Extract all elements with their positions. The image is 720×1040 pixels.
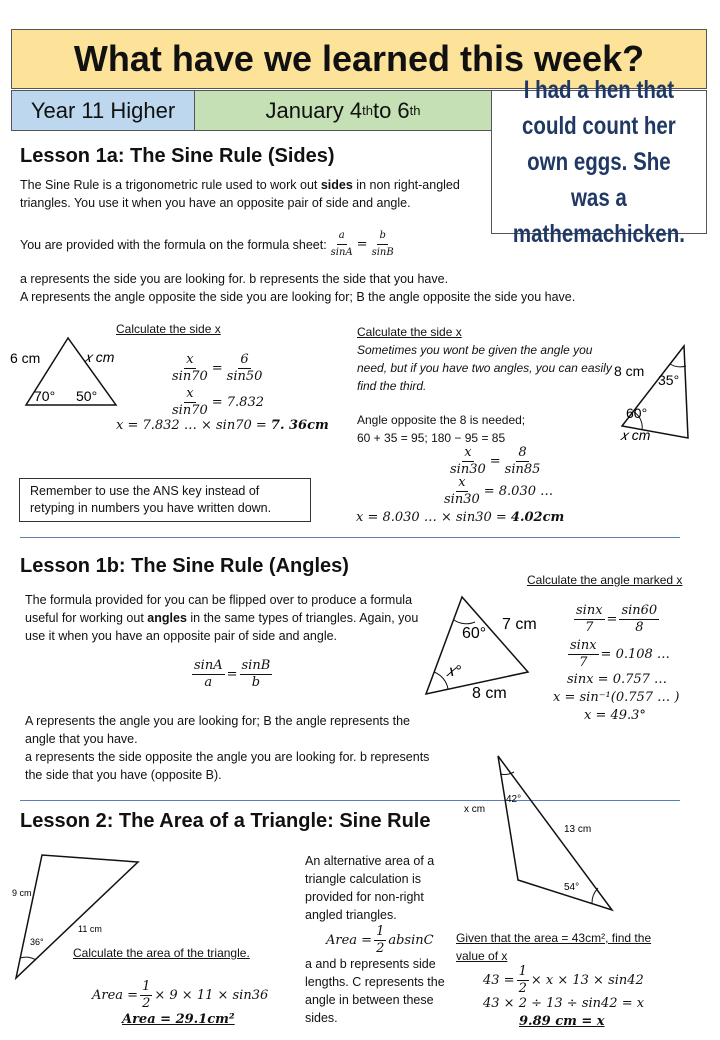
- lesson1a-intro-post: in non right-angled triangles. You use it when you have an opposite pair of side and angle.: [20, 178, 460, 210]
- angle-arc: [20, 957, 36, 960]
- lesson1b-angle1: 60°: [462, 625, 487, 642]
- lesson2-ex2-eq1: [483, 964, 644, 997]
- lesson2-middle-text2: a and b represents side lengths. C represents the angle in between these sides.: [305, 957, 445, 1025]
- lesson1b-intro-post: in the same types of triangles. Again, you use it when you have an opposite pair of side and angle.: [25, 611, 419, 643]
- lesson1b-eq1: [572, 603, 661, 636]
- frac: [442, 475, 482, 508]
- frac-den: sin70: [172, 369, 208, 384]
- frac-den: a: [204, 675, 213, 690]
- ex1-x-label: 𝑥 cm: [84, 349, 115, 365]
- lesson2-ex1-side1: 9 cm: [12, 888, 32, 898]
- frac: [170, 352, 210, 385]
- frac: [192, 658, 225, 691]
- triangle-shape: [622, 346, 688, 438]
- lesson1b-intro-pre: The formula provided for you can be flipped over to produce a formula useful for working out: [25, 593, 413, 625]
- lesson1a-explain2: A represents the angle opposite the side you are looking for; B the angle opposite the side you have.: [20, 290, 576, 304]
- lesson2-ex2-answer: 9.89 cm = x: [519, 1014, 605, 1029]
- date-prefix: January 4: [265, 97, 363, 123]
- eq-post: absinC: [388, 933, 434, 948]
- equals-sign: =: [606, 612, 618, 627]
- eq-pre: 43 =: [483, 973, 515, 988]
- triangle-shape: [426, 597, 528, 694]
- lesson2-ex1-title: Calculate the area of the triangle.: [73, 946, 250, 960]
- ex2-answer: 4.02cm: [510, 510, 565, 525]
- ex2-x-label: 𝑥 cm: [620, 427, 651, 443]
- lesson2-ex1-triangle: [6, 850, 146, 985]
- frac-num: sinx: [576, 603, 603, 618]
- lesson2-ex1-eq1: [92, 979, 268, 1012]
- frac: [140, 979, 152, 1012]
- frac-num: sinx: [570, 638, 597, 653]
- ex2-title: Calculate the side x: [357, 325, 462, 339]
- frac-den: sinB: [371, 247, 394, 258]
- formula-frac-a: [329, 228, 355, 261]
- ex2-note: Sometimes you wont be given the angle you need, but if you have two angles, you can easily find the third.: [357, 343, 612, 393]
- frac-num: sin60: [621, 603, 658, 618]
- section-divider: [20, 537, 680, 538]
- frac: [448, 445, 488, 478]
- date-sup2: th: [409, 103, 421, 118]
- lesson2-ex2-title: Given that the area = 43cm², find the value of x: [456, 931, 652, 963]
- frac: [503, 445, 543, 478]
- ex1-eq1: [168, 352, 266, 385]
- frac-den: 2: [376, 941, 385, 956]
- lesson1b-eq4: x = sin⁻¹(0.757 … ): [553, 690, 680, 705]
- joke-box: [491, 76, 707, 248]
- frac-num: x: [186, 352, 194, 367]
- lesson2-ex2-triangle: [460, 752, 630, 917]
- eq-text: x = 8.030 … × sin30 =: [356, 510, 511, 525]
- ex2-side-label: 8 cm: [614, 363, 645, 379]
- angle-arc: [670, 364, 686, 367]
- ex2-angle2: 60°: [626, 405, 648, 421]
- lesson1b-triangle: [420, 592, 550, 707]
- frac-num: a: [337, 228, 347, 245]
- lesson2-ex2-side2: 13 cm: [564, 824, 592, 835]
- ex2-angle1: 35°: [658, 372, 680, 388]
- formula-frac-b: [370, 228, 396, 261]
- eq-post: × x × 13 × sin42: [530, 973, 644, 988]
- lesson2-ex1-angle: 36°: [30, 937, 44, 947]
- eq-post: × 9 × 11 × sin36: [154, 988, 269, 1003]
- ex2-eq1: [446, 445, 544, 478]
- ex2-triangle: [608, 340, 708, 445]
- lesson1a-heading: Lesson 1a: The Sine Rule (Sides): [20, 145, 335, 167]
- lesson1b-side2: 8 cm: [472, 685, 507, 702]
- ans-key-note: Remember to use the ANS key instead of retyping in numbers you have written down.: [19, 478, 311, 522]
- frac-num: sinB: [241, 658, 271, 673]
- lesson1a-intro: [20, 176, 500, 212]
- frac-den: sinA: [330, 247, 353, 258]
- eq-pre: Area =: [92, 988, 139, 1003]
- lesson2-ex2-angle1: 42°: [506, 794, 522, 805]
- frac-den: sin70: [172, 403, 208, 418]
- eq-text: x = 7.832 … × sin70 =: [116, 418, 271, 433]
- lesson2-ex1-side2: 11 cm: [78, 924, 102, 934]
- lesson1b-eq5: x = 49.3°: [584, 708, 646, 723]
- frac-num: b: [377, 228, 387, 245]
- frac-num: 8: [518, 445, 527, 460]
- frac: [517, 964, 529, 997]
- lesson1b-ex-title: Calculate the angle marked x: [527, 573, 683, 587]
- lesson1a-formula-text: You are provided with the formula on the formula sheet:: [20, 237, 327, 252]
- ex1-eq3: [116, 418, 329, 433]
- ex1-title: Calculate the side x: [116, 322, 221, 336]
- frac-den: 7: [579, 655, 588, 670]
- frac-num: x: [464, 445, 472, 460]
- frac: [170, 386, 210, 419]
- ex2-step2: 60 + 35 = 95; 180 − 95 = 85: [357, 431, 506, 445]
- lesson1b-explain2: a represents the side opposite the angle you are looking for. b represents the side that you have (opposite B).: [25, 750, 430, 782]
- lesson1a-formula-line: [20, 228, 398, 261]
- lesson1b-heading: Lesson 1b: The Sine Rule (Angles): [20, 555, 349, 577]
- frac-num: x: [186, 386, 194, 401]
- frac: [240, 658, 273, 691]
- frac-num: 1: [376, 924, 385, 939]
- frac: [568, 638, 599, 671]
- equals-sign: =: [356, 236, 368, 252]
- frac: [574, 603, 605, 636]
- eq-rhs: = 7.832: [211, 395, 264, 410]
- year-label: Year 11 Higher: [11, 90, 195, 131]
- joke-text: I had a hen that could count her own eggs. She was a mathemachicken.: [512, 76, 686, 248]
- frac-den: 7: [585, 620, 594, 635]
- lesson1b-formula: [190, 658, 274, 691]
- frac-den: b: [251, 675, 261, 690]
- frac-den: sin30: [444, 492, 480, 507]
- frac-num: 6: [240, 352, 249, 367]
- lesson2-middle-text1: An alternative area of a triangle calculation is provided for non-right angled triangles.: [305, 854, 435, 922]
- ex1-answer: 7. 36cm: [270, 418, 329, 433]
- lesson1b-explain1: A represents the angle you are looking for; B the angle represents the angle that you have.: [25, 714, 410, 746]
- date-sup1: th: [362, 103, 373, 118]
- frac-den: sin85: [504, 462, 541, 477]
- lesson2-middle-formula: [326, 924, 434, 957]
- frac-den: sin30: [450, 462, 486, 477]
- frac-num: 1: [142, 979, 151, 994]
- lesson1b-eq2: [566, 638, 670, 671]
- frac-num: 1: [518, 964, 527, 979]
- lesson1a-explain1: a represents the side you are looking for. b represents the side that you have.: [20, 272, 449, 286]
- lesson1b-eq3: sinx = 0.757 …: [567, 672, 668, 687]
- angle-arc: [454, 620, 475, 624]
- frac: [374, 924, 386, 957]
- ex1-triangle: [8, 332, 128, 412]
- equals-sign: =: [489, 454, 501, 469]
- triangle-shape: [498, 756, 612, 910]
- ex1-side-label: 6 cm: [10, 350, 41, 366]
- lesson2-ex2-eq2: 43 × 2 ÷ 13 ÷ sin42 = x: [483, 996, 645, 1011]
- frac-num: x: [458, 475, 466, 490]
- lesson1b-intro: [25, 591, 440, 645]
- ex2-step1: Angle opposite the 8 is needed;: [357, 413, 526, 427]
- frac-num: sinA: [194, 658, 223, 673]
- lesson1b-side1: 7 cm: [502, 616, 537, 633]
- eq-pre: Area =: [326, 933, 373, 948]
- lesson2-ex2-side1: x cm: [464, 804, 486, 815]
- ex2-eq3: [356, 510, 564, 525]
- equals-sign: =: [226, 667, 238, 682]
- eq-rhs: = 0.108 …: [600, 647, 670, 662]
- ex1-angle2: 50°: [76, 388, 98, 404]
- date-range: [194, 90, 492, 131]
- ex1-angle1: 70°: [34, 388, 56, 404]
- ex2-eq2: [440, 475, 553, 508]
- frac-den: 8: [635, 620, 644, 635]
- lesson2-ex1-answer: Area = 29.1cm²: [122, 1012, 235, 1027]
- lesson1b-intro-bold: angles: [147, 611, 187, 625]
- frac: [619, 603, 659, 636]
- frac: [225, 352, 265, 385]
- lesson2-ex2-angle2: 54°: [564, 882, 580, 893]
- frac-den: 2: [142, 996, 151, 1011]
- page-title: What have we learned this week?: [11, 29, 707, 89]
- lesson1a-intro-bold: sides: [320, 178, 353, 192]
- eq-rhs: = 8.030 …: [483, 484, 554, 499]
- lesson1b-x-label: 𝑥°: [446, 663, 462, 680]
- frac-den: sin50: [226, 369, 263, 384]
- ex1-eq2: [168, 386, 264, 419]
- lesson1a-intro-pre: The Sine Rule is a trigonometric rule used to work out: [20, 178, 321, 192]
- date-mid: to 6: [372, 97, 410, 123]
- lesson2-heading: Lesson 2: The Area of a Triangle: Sine Rule: [20, 810, 431, 832]
- frac-den: 2: [518, 981, 527, 996]
- equals-sign: =: [211, 361, 223, 376]
